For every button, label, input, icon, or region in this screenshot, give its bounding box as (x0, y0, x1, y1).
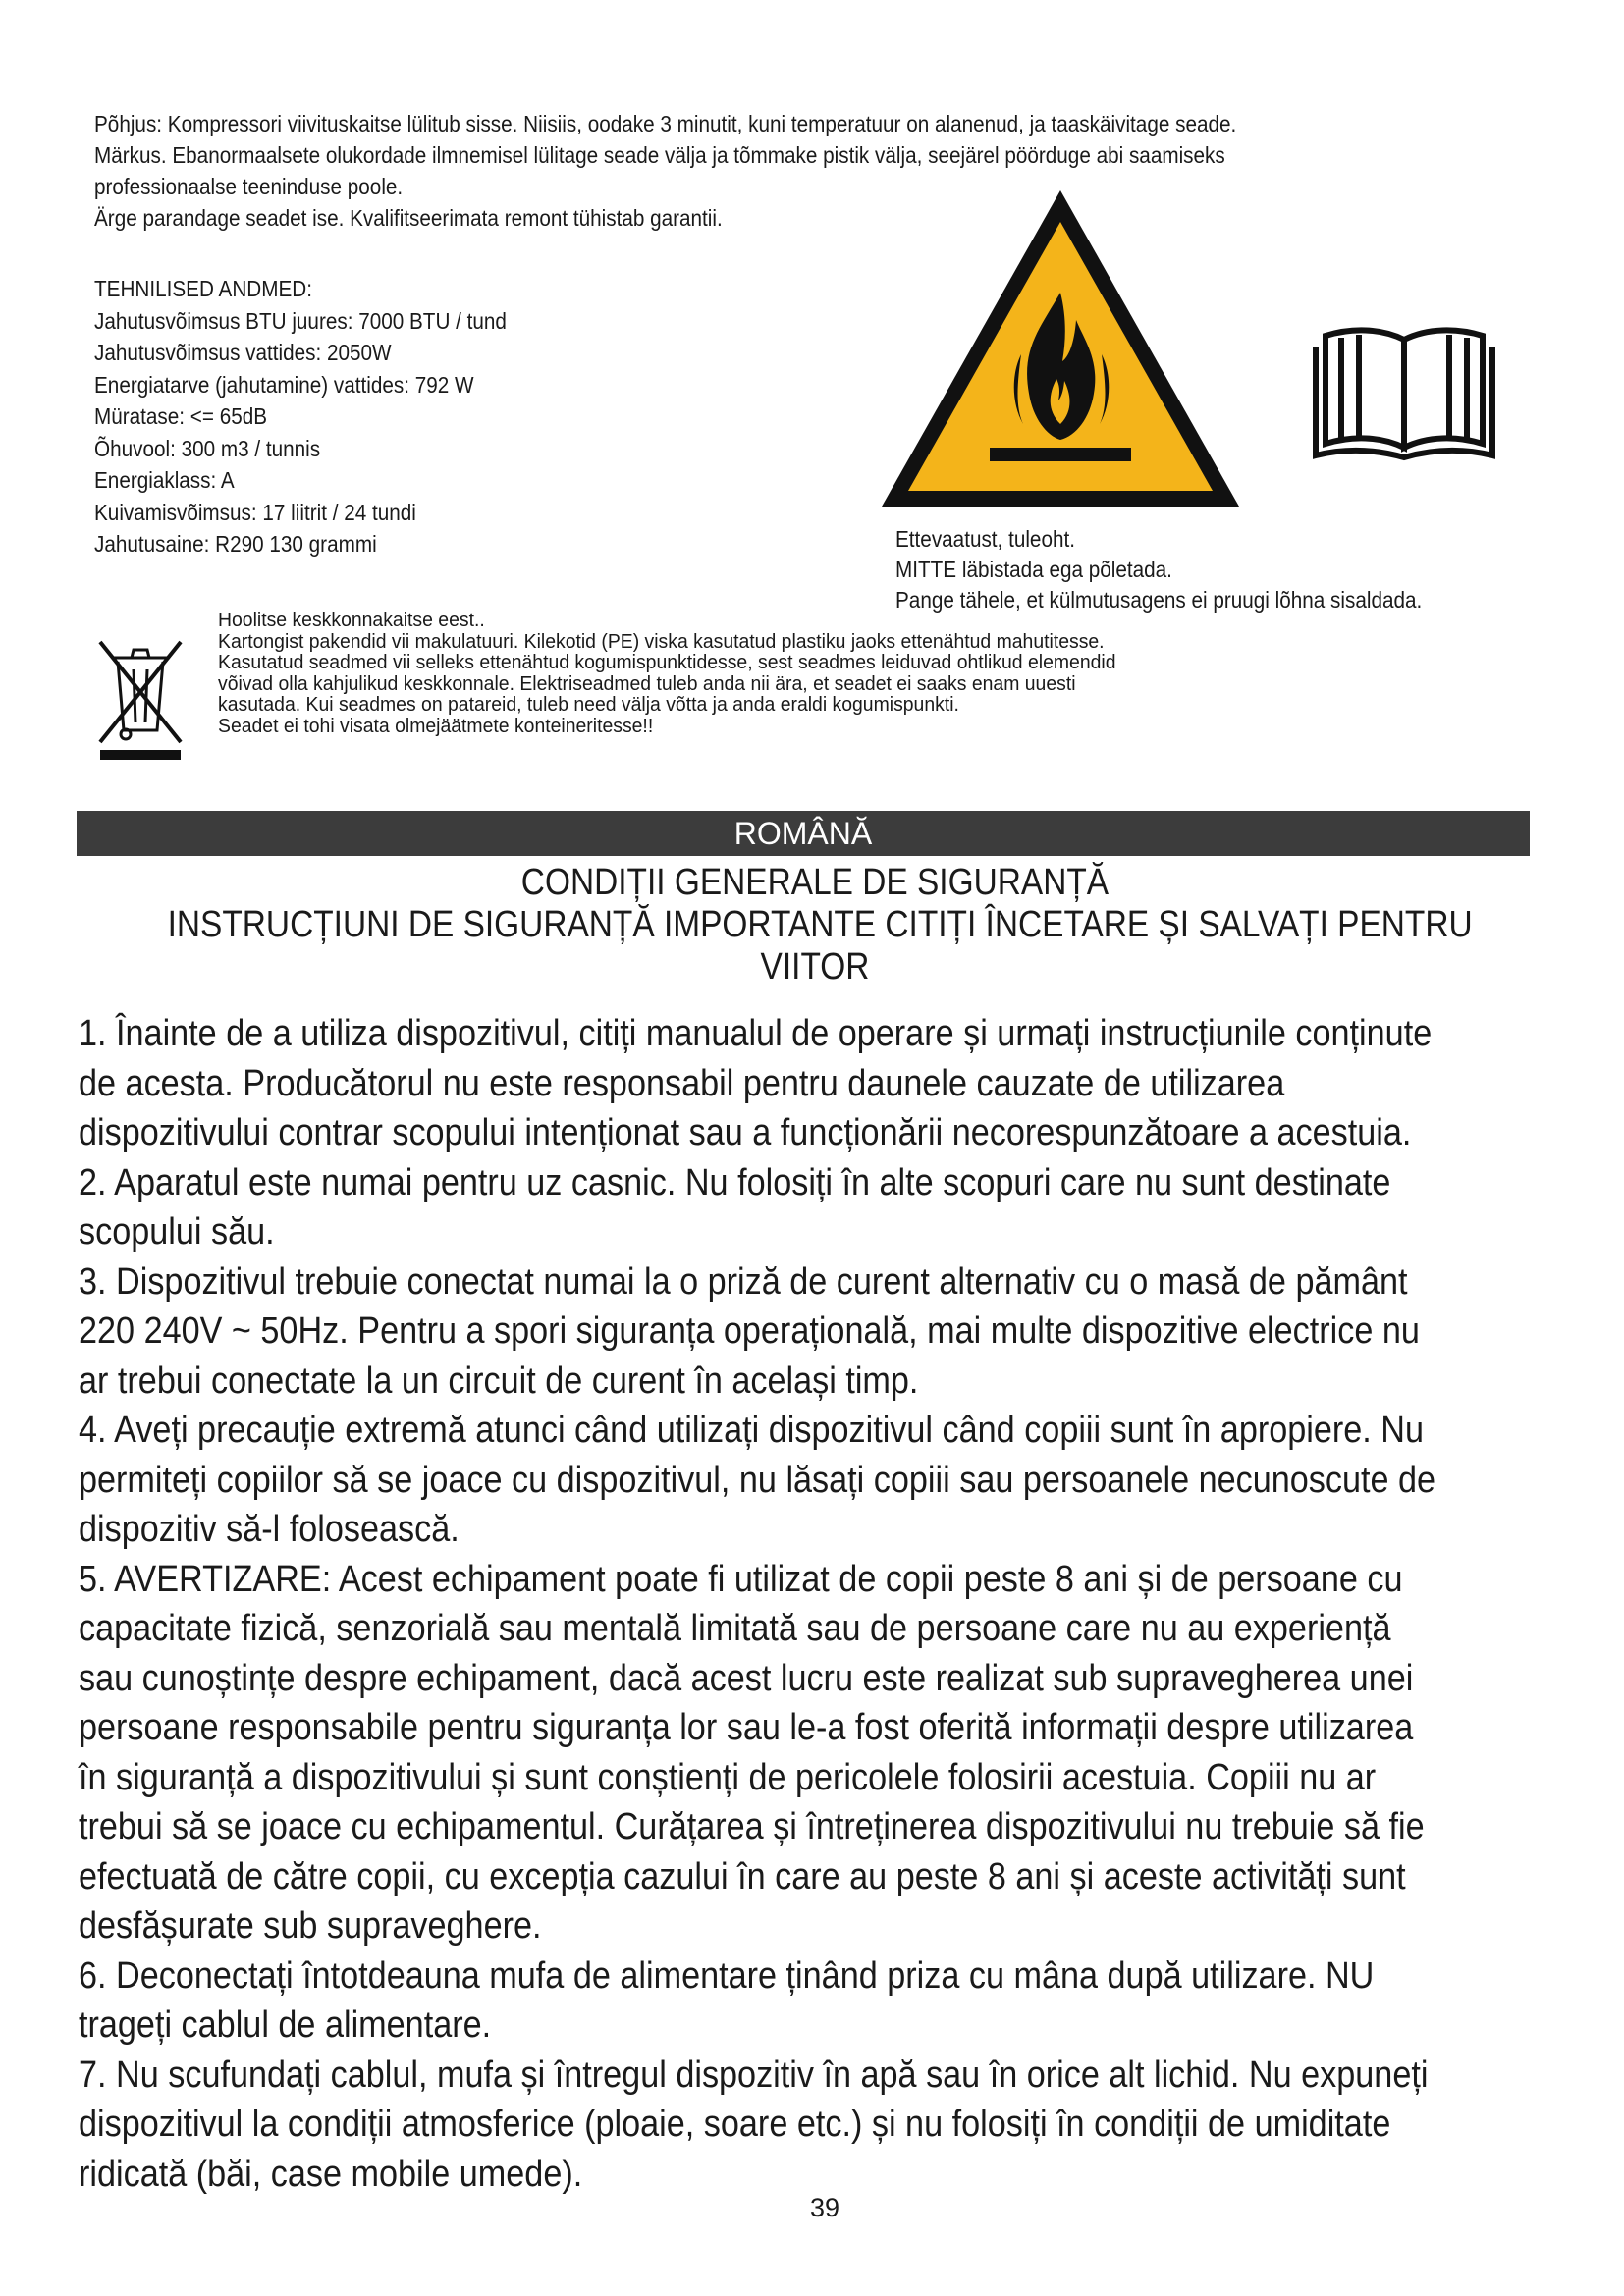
instruction-line: ridicată (băi, case mobile umede). (79, 2153, 583, 2195)
instruction-line: trebui să se joace cu echipamentul. Curățarea și întreținerea dispozitivului nu trebuie să fie (79, 1806, 1425, 1847)
page-number: 39 (809, 2193, 840, 2222)
section-subtitle: INSTRUCȚIUNI DE SIGURANȚĂ IMPORTANTE CITIȚI ÎNCETARE ȘI SALVAȚI PENTRU (167, 904, 1473, 945)
instruction-line: 7. Nu scufundați cablul, mufa și întregul dispozitiv în apă sau în orice alt lichid. Nu expuneți (79, 2054, 1429, 2096)
specs-heading: TEHNILISED ANDMED: (94, 276, 312, 301)
note-line: professionaalse teeninduse poole. (94, 174, 404, 199)
instruction-line: dispozitivul la condiții atmosferice (ploaie, soare etc.) și nu folosiți în condiții de umiditate (79, 2104, 1391, 2145)
language-section-bar: ROMÂNĂ (77, 811, 1530, 856)
environment-notice (218, 611, 1456, 737)
instruction-line: 1. Înainte de a utiliza dispozitivul, citiți manualul de operare și urmați instrucțiunile conținute (79, 1013, 1433, 1054)
technical-specs (94, 273, 660, 561)
fire-warning-caption (895, 524, 1514, 615)
instruction-line: 5. AVERTIZARE: Acest echipament poate fi utilizat de copii peste 8 ani și de persoane cu (79, 1558, 1403, 1600)
instruction-line: 2. Aparatul este numai pentru uz casnic. Nu folosiți în alte scopuri care nu sunt destinate (79, 1161, 1391, 1203)
read-manual-book-icon (1312, 318, 1496, 461)
instruction-line: trageți cablul de alimentare. (79, 2004, 492, 2046)
instruction-line: persoane responsabile pentru siguranța lor sau le-a fost oferită informații despre utilizarea (79, 1707, 1414, 1748)
spec-line: Jahutusaine: R290 130 grammi (94, 531, 377, 557)
instruction-line: sau cunoștințe despre echipament, dacă acest lucru este realizat sub supravegherea unei (79, 1657, 1414, 1699)
flammable-warning-icon (874, 183, 1247, 516)
weee-crossed-bin-icon (96, 636, 185, 762)
warning-line: MITTE läbistada ega põletada. (895, 557, 1172, 582)
note-line: Märkus. Ebanormaalsete olukordade ilmnemisel lülitage seade välja ja tõmmake pistik välja, seejärel pöörduge abi saamiseks (94, 142, 1225, 168)
instruction-line: capacitate fizică, senzorială sau mentală limitată sau de persoane care nu au experiență (79, 1608, 1391, 1649)
environment-line: Seadet ei tohi visata olmejäätmete konteineritesse!! (218, 715, 654, 737)
environment-heading: Hoolitse keskkonnakaitse eest.. (218, 610, 485, 631)
spec-line: Jahutusvõimsus BTU juures: 7000 BTU / tund (94, 307, 507, 334)
instruction-line: scopului său. (79, 1211, 275, 1253)
instruction-line: desfășurate sub supraveghere. (79, 1905, 542, 1947)
instruction-line: dispozitivului contrar scopului intenționat sau a funcționării necorespunzătoare a acestuia. (79, 1112, 1412, 1153)
spec-line: Müratase: <= 65dB (94, 403, 268, 429)
section-subtitle-cont: VIITOR (760, 946, 870, 988)
warning-line: Pange tähele, et külmutusagens ei pruugi lõhna sisaldada. (895, 587, 1423, 613)
environment-line: kasutada. Kui seadmes on patareid, tuleb need välja võtta ja anda eraldi kogumispunkti. (218, 694, 959, 716)
instruction-line: efectuată de către copii, cu excepția cazului în care au peste 8 ani și aceste activități sunt (79, 1855, 1406, 1897)
spec-line: Energiaklass: A (94, 467, 235, 493)
environment-line: Kartongist pakendid vii makulatuuri. Kilekotid (PE) viska kasutatud plastiku jaoks ettenähtud mahutitesse. (218, 630, 1105, 653)
instruction-line: 3. Dispozitivul trebuie conectat numai la o priză de curent alternativ cu o masă de pământ (79, 1260, 1408, 1303)
instruction-line: în siguranță a dispozitivului și sunt conștienți de pericolele folosirii acestuia. Copiii nu ar (79, 1756, 1377, 1798)
note-line: Ärge parandage seadet ise. Kvalifitseerimata remont tühistab garantii. (94, 205, 723, 231)
spec-line: Õhuvool: 300 m3 / tunnis (94, 435, 321, 461)
instruction-line: 4. Aveți precauție extremă atunci când utilizați dispozitivul când copiii sunt în apropiere. Nu (79, 1410, 1425, 1451)
instruction-line: dispozitiv să-l folosească. (79, 1509, 460, 1550)
environment-line: Kasutatud seadmed vii selleks ettenähtud kogumispunktidesse, sest seadmes leiduvad ohtlikud elemendid (218, 652, 1116, 673)
spec-line: Jahutusvõimsus vattides: 2050W (94, 340, 392, 365)
environment-line: võivad olla kahjulikud keskkonnale. Elektriseadmed tuleb anda nii ära, et seadet ei saaks enam uuesti (218, 672, 1076, 695)
warning-line: Ettevaatust, tuleoht. (895, 526, 1075, 552)
note-line: Põhjus: Kompressori viivituskaitse lülitub sisse. Niisiis, oodake 3 minutit, kuni temperatuur on alanenud, ja taaskäivitage seade. (94, 111, 1237, 136)
section-title: CONDIȚII GENERALE DE SIGURANȚĂ (520, 862, 1110, 903)
instruction-line: ar trebui conectate la un circuit de curent în același timp. (79, 1360, 919, 1402)
instruction-line: 220 240V ~ 50Hz. Pentru a spori siguranța operațională, mai multe dispozitive electrice nu (79, 1310, 1420, 1352)
spec-line: Kuivamisvõimsus: 17 liitrit / 24 tundi (94, 499, 416, 525)
safety-instructions (79, 1009, 1475, 2199)
spec-line: Energiatarve (jahutamine) vattides: 792 W (94, 371, 474, 398)
safety-headings (79, 862, 1551, 988)
instruction-line: de acesta. Producătorul nu este responsabil pentru daunele cauzate de utilizarea (79, 1062, 1285, 1104)
instruction-line: 6. Deconectați întotdeauna mufa de alimentare ținând priza cu mâna după utilizare. NU (79, 1954, 1375, 1997)
instruction-line: permiteți copiilor să se joace cu dispozitivul, nu lăsați copiii sau persoanele necunoscute de (79, 1459, 1436, 1501)
